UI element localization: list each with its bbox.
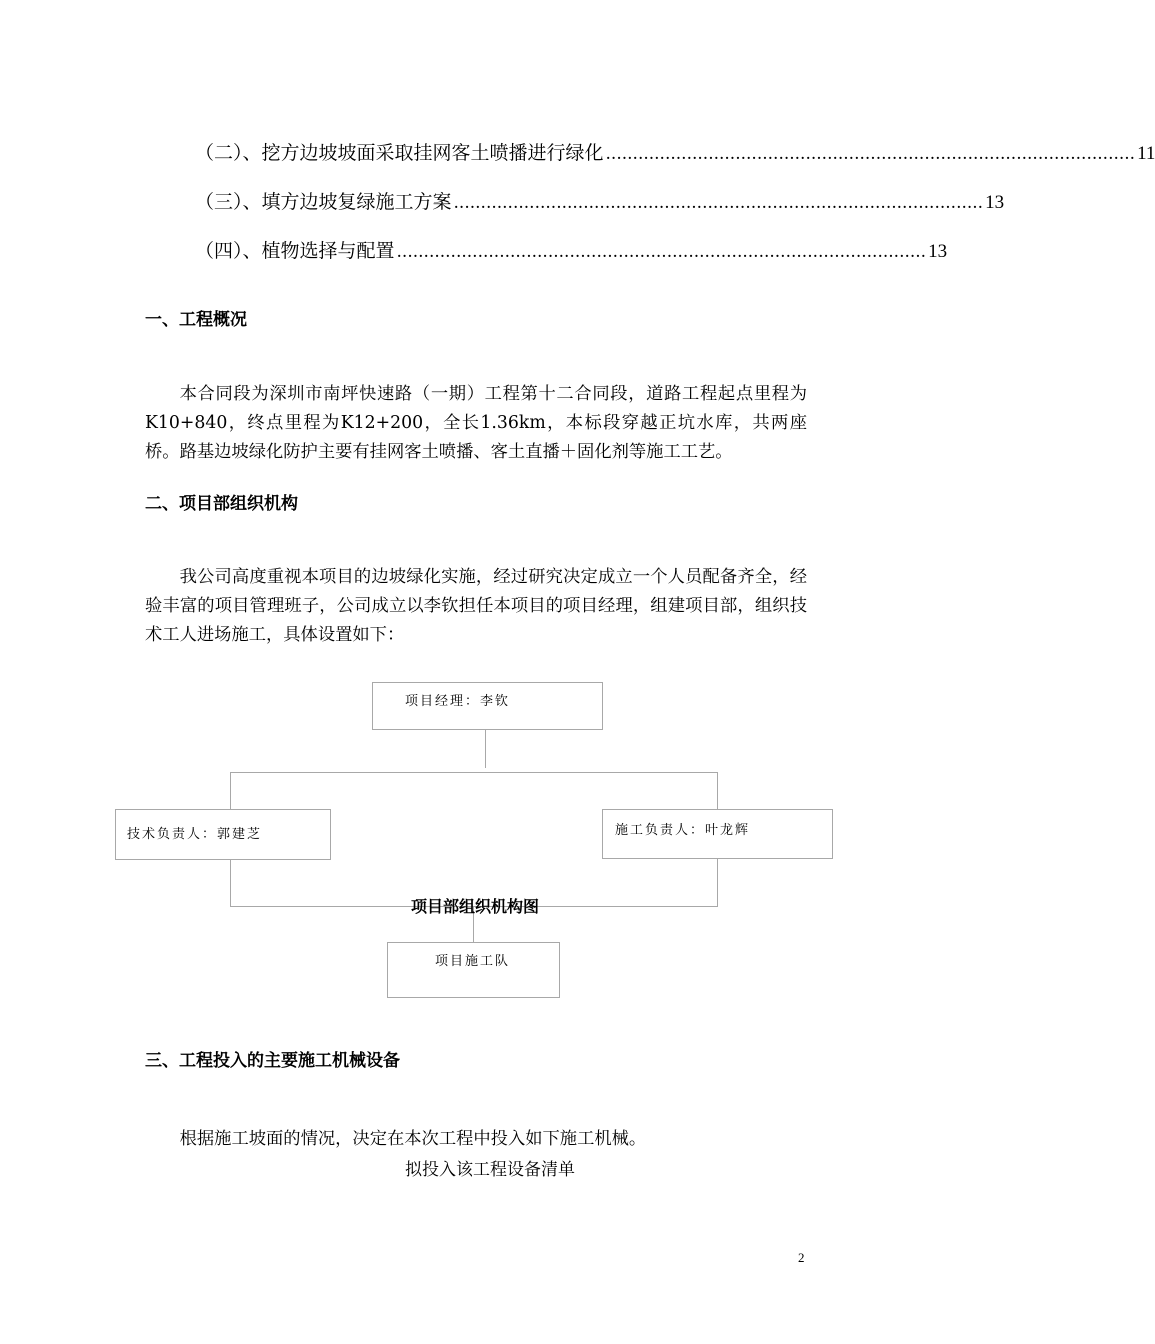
org-box-construction-lead <box>602 809 833 859</box>
toc-entry-page: 13 <box>928 241 948 262</box>
toc-leader-dots: .................................................................................................. <box>396 242 927 262</box>
toc-entry-4[interactable] <box>195 236 948 266</box>
toc-entry-page: 11 <box>1137 143 1155 164</box>
org-tech-lead-label: 技术负责人：郭建芝 <box>127 827 263 842</box>
equipment-paragraph: 根据施工坡面的情况，决定在本次工程中投入如下施工机械。 <box>179 1129 647 1149</box>
section-heading-overview: 一、工程概况 <box>145 310 247 330</box>
toc-entry-label: （三）、填方边坡复绿施工方案 <box>195 191 452 213</box>
toc-entry-page: 13 <box>985 192 1005 213</box>
toc-entry-label: （四）、植物选择与配置 <box>195 240 395 262</box>
org-construction-lead-label: 施工负责人：叶龙辉 <box>615 823 751 838</box>
org-connector <box>717 772 718 809</box>
page-number: 2 <box>798 1250 805 1265</box>
equipment-list-title: 拟投入该工程设备清单 <box>405 1160 575 1180</box>
toc-leader-dots: .................................................................................................. <box>605 144 1136 164</box>
org-manager-label: 项目经理：李钦 <box>405 694 511 709</box>
section-heading-organization: 二、项目部组织机构 <box>145 494 298 514</box>
org-chart-caption: 项目部组织机构图 <box>410 897 539 916</box>
toc-entry-3[interactable] <box>195 187 1005 217</box>
org-connector <box>230 772 718 773</box>
org-box-tech-lead <box>115 809 331 860</box>
toc-entry-2[interactable] <box>195 138 1155 168</box>
org-connector <box>230 772 231 809</box>
organization-paragraph: 我公司高度重视本项目的边坡绿化实施，经过研究决定成立一个人员配备齐全，经验丰富的项目管理班子，公司成立以李钦担任本项目的项目经理，组建项目部，组织技术工人进场施工，具体设置如下： <box>145 567 807 645</box>
overview-paragraph: 本合同段为深圳市南坪快速路（一期）工程第十二合同段，道路工程起点里程为K10+840，终点里程为K12+200，全长1.36km，本标段穿越正坑水库，共两座桥。路基边坡绿化防护主要有挂网客土喷播、客土直播＋固化剂等施工工艺。 <box>145 384 807 462</box>
org-team-label: 项目施工队 <box>435 954 511 969</box>
org-connector <box>485 730 486 768</box>
org-box-team <box>387 942 560 998</box>
section-heading-equipment: 三、工程投入的主要施工机械设备 <box>145 1051 400 1071</box>
toc-entry-label: （二）、挖方边坡坡面采取挂网客土喷播进行绿化 <box>195 142 604 164</box>
org-box-manager <box>372 682 603 730</box>
toc-leader-dots: .................................................................................................. <box>453 193 984 213</box>
